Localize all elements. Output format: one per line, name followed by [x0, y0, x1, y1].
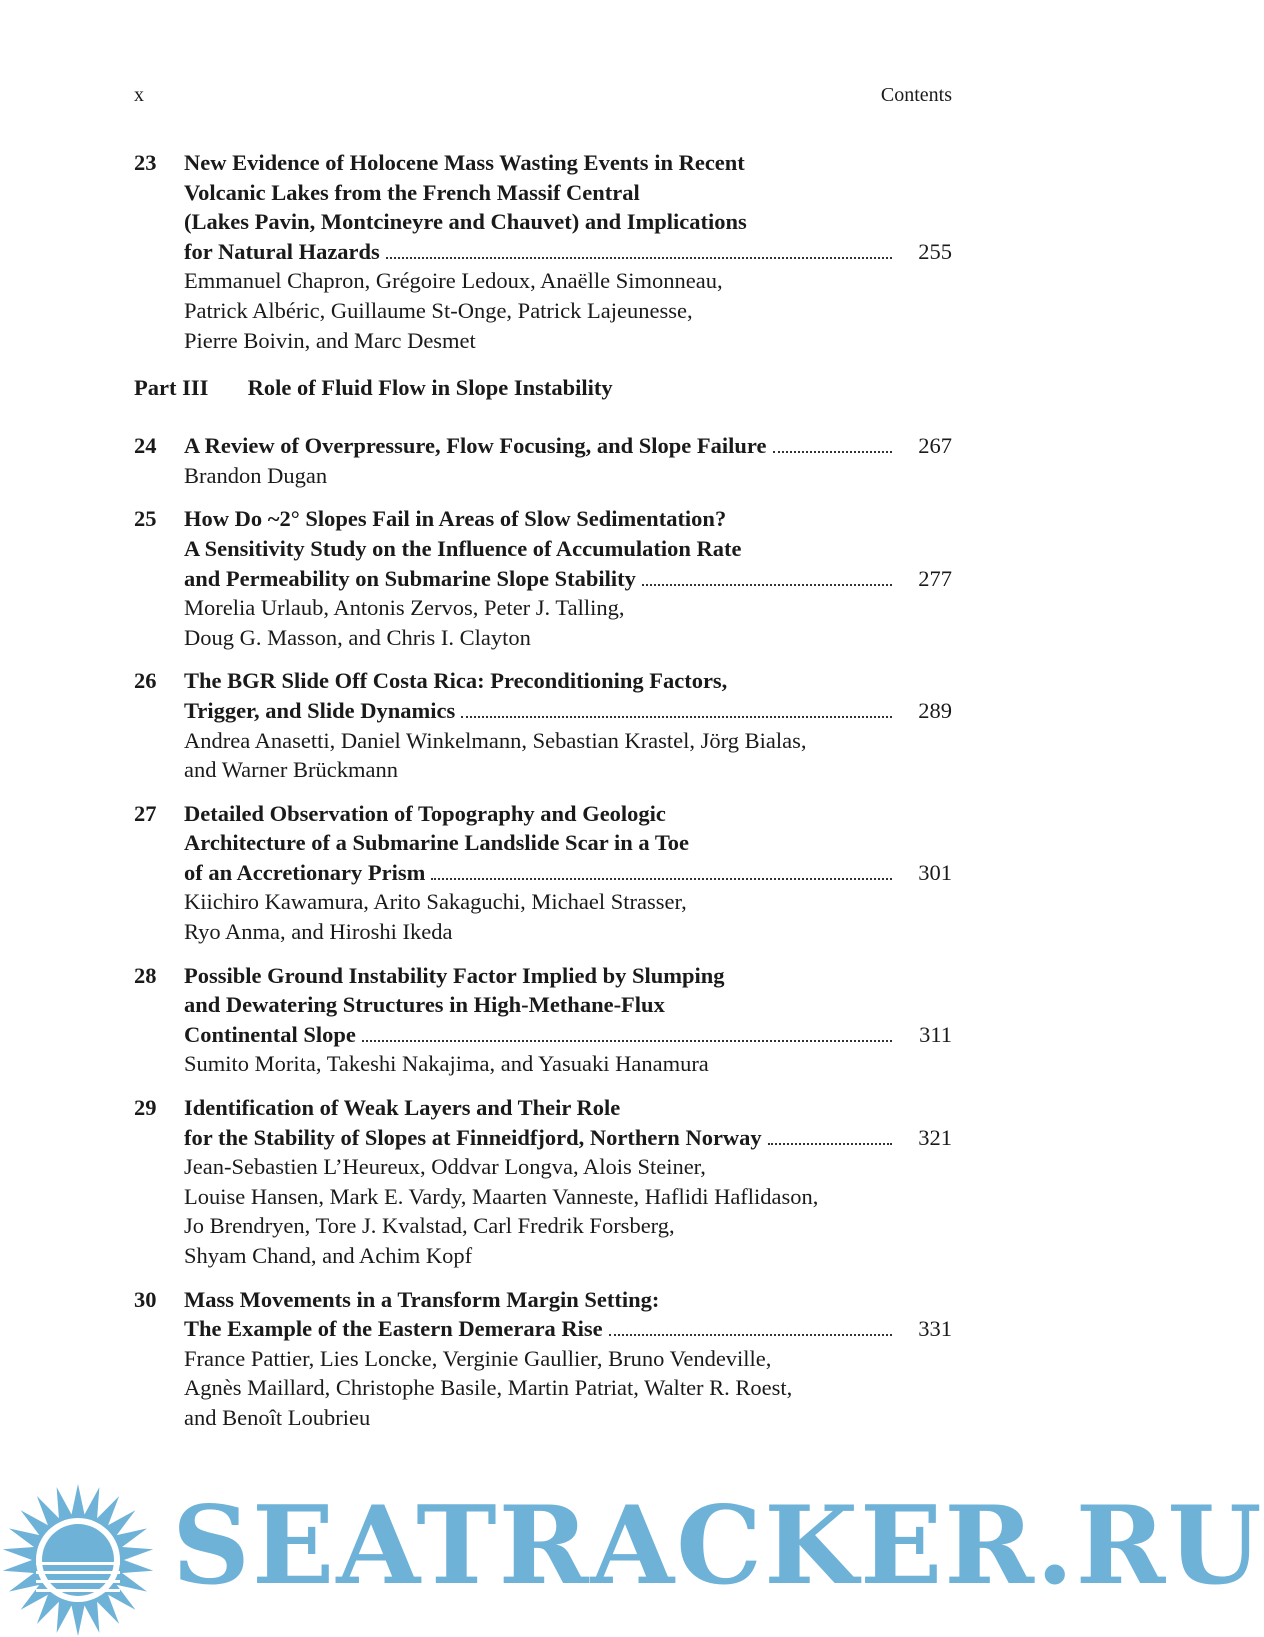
chapter-title-line: and Dewatering Structures in High-Methane-Flux [184, 992, 665, 1018]
chapter-title [184, 799, 952, 888]
chapter-title [184, 1285, 952, 1344]
chapter-title-line: Identification of Weak Layers and Their Role [184, 1095, 621, 1121]
part-heading [134, 373, 952, 403]
chapter-title-line: Trigger, and Slide Dynamics [184, 697, 456, 723]
dot-leader [386, 256, 892, 259]
author-line: Sumito Morita, Takeshi Nakajima, and Yasuaki Hanamura [184, 1051, 709, 1077]
dot-leader [461, 715, 892, 718]
watermark-text: SEATRACKER.RU [172, 1483, 1264, 1609]
part-label: Part III [134, 375, 209, 401]
dot-leader [773, 450, 893, 453]
chapter-title [184, 666, 952, 725]
author-line: Ryo Anma, and Hiroshi Ikeda [184, 919, 453, 945]
dot-leader [768, 1142, 892, 1145]
chapter-title [184, 961, 952, 1050]
page-number: x [134, 84, 144, 106]
chapter-title-last-line [184, 237, 952, 267]
chapter-title-last-line [184, 1123, 952, 1153]
toc-entry[interactable] [134, 148, 952, 355]
chapter-title-line: and Permeability on Submarine Slope Stability [184, 565, 636, 591]
author-line: Morelia Urlaub, Antonis Zervos, Peter J. Talling, [184, 595, 625, 621]
author-line: Patrick Albéric, Guillaume St-Onge, Patrick Lajeunesse, [184, 297, 693, 323]
toc-entry[interactable] [134, 666, 952, 784]
chapter-number: 23 [134, 150, 157, 175]
page-reference[interactable]: 289 [918, 697, 952, 723]
chapter-authors [184, 593, 952, 652]
chapter-title-last-line [184, 696, 952, 726]
page-header [134, 84, 952, 112]
toc-entry[interactable] [134, 504, 952, 652]
chapter-title-line: The Example of the Eastern Demerara Rise [184, 1316, 603, 1342]
chapter-title [184, 1093, 952, 1152]
toc-entry[interactable] [134, 431, 952, 490]
chapter-title-last-line [184, 564, 952, 594]
chapter-title-line: for the Stability of Slopes at Finneidfjord, Northern Norway [184, 1124, 762, 1150]
chapter-title-line: Mass Movements in a Transform Margin Setting: [184, 1286, 660, 1312]
author-line: Pierre Boivin, and Marc Desmet [184, 327, 476, 353]
chapter-number: 26 [134, 668, 157, 694]
chapter-title-line: Possible Ground Instability Factor Implied by Slumping [184, 962, 725, 988]
sun-core [42, 1524, 114, 1596]
chapter-authors [184, 726, 952, 785]
chapter-title-line: (Lakes Pavin, Montcineyre and Chauvet) and Implications [184, 209, 747, 235]
chapter-title-line: Volcanic Lakes from the French Massif Central [184, 179, 640, 205]
chapter-title-line: for Natural Hazards [184, 238, 380, 264]
chapter-title [184, 431, 952, 461]
part-title: Role of Fluid Flow in Slope Instability [247, 375, 613, 401]
toc-entry[interactable] [134, 1093, 952, 1271]
table-of-contents [134, 148, 952, 1447]
chapter-number: 29 [134, 1095, 157, 1121]
toc-group-part-iii [134, 431, 952, 1432]
chapter-title-last-line [184, 1020, 952, 1050]
chapter-title-last-line [184, 858, 952, 888]
chapter-number: 24 [134, 433, 157, 459]
chapter-number: 30 [134, 1286, 157, 1312]
sun-stripe [36, 1562, 120, 1565]
chapter-authors [184, 1344, 952, 1433]
chapter-authors [184, 887, 952, 946]
author-line: and Warner Brückmann [184, 757, 398, 783]
chapter-title-line: New Evidence of Holocene Mass Wasting Events in Recent [184, 150, 745, 175]
toc-entry[interactable] [134, 1285, 952, 1433]
author-line: Jo Brendryen, Tore J. Kvalstad, Carl Fredrik Forsberg, [184, 1213, 675, 1239]
author-line: Agnès Maillard, Christophe Basile, Martin Patriat, Walter R. Roest, [184, 1375, 793, 1401]
toc-group-part-ii [134, 148, 952, 355]
chapter-authors [184, 1049, 952, 1079]
chapter-title-line: Architecture of a Submarine Landslide Scar in a Toe [184, 830, 690, 856]
author-line: Andrea Anasetti, Daniel Winkelmann, Sebastian Krastel, Jörg Bialas, [184, 727, 807, 753]
chapter-title-line: Detailed Observation of Topography and Geologic [184, 800, 666, 826]
chapter-title-last-line [184, 431, 952, 461]
author-line: Emmanuel Chapron, Grégoire Ledoux, Anaëlle Simonneau, [184, 268, 723, 294]
dot-leader [609, 1333, 892, 1336]
chapter-title-last-line [184, 1314, 952, 1344]
author-line: Kiichiro Kawamura, Arito Sakaguchi, Michael Strasser, [184, 889, 687, 915]
chapter-number: 27 [134, 800, 157, 826]
chapter-title-line: Continental Slope [184, 1021, 356, 1047]
chapter-title-line: of an Accretionary Prism [184, 859, 426, 885]
sun-stripe [36, 1589, 120, 1592]
chapter-authors [184, 1152, 952, 1270]
page-reference[interactable]: 267 [918, 433, 952, 459]
author-line: Jean-Sebastien L’Heureux, Oddvar Longva, Alois Steiner, [184, 1154, 706, 1180]
sun-stripe [36, 1580, 120, 1583]
chapter-title-line: How Do ~2° Slopes Fail in Areas of Slow Sedimentation? [184, 506, 727, 532]
chapter-authors [184, 461, 952, 491]
page-reference[interactable]: 301 [918, 859, 952, 885]
chapter-number: 28 [134, 962, 157, 988]
dot-leader [362, 1039, 892, 1042]
chapter-title-line: A Review of Overpressure, Flow Focusing, and Slope Failure [184, 433, 767, 459]
dot-leader [431, 877, 892, 880]
author-line: Brandon Dugan [184, 462, 328, 488]
chapter-title [184, 504, 952, 593]
chapter-authors [184, 266, 952, 355]
page-reference[interactable]: 255 [918, 238, 952, 264]
author-line: Louise Hansen, Mark E. Vardy, Maarten Vanneste, Haflidi Haflidason, [184, 1183, 819, 1209]
page-reference[interactable]: 331 [918, 1316, 952, 1342]
author-line: and Benoît Loubrieu [184, 1404, 371, 1430]
chapter-title-line: A Sensitivity Study on the Influence of Accumulation Rate [184, 535, 742, 561]
page-reference[interactable]: 311 [919, 1021, 952, 1047]
sun-stripe [36, 1571, 120, 1574]
page-reference[interactable]: 321 [918, 1124, 952, 1150]
chapter-number: 25 [134, 506, 157, 532]
chapter-title [184, 148, 952, 266]
page-reference[interactable]: 277 [918, 565, 952, 591]
toc-entry[interactable] [134, 961, 952, 1079]
author-line: Shyam Chand, and Achim Kopf [184, 1243, 473, 1268]
running-head: Contents [880, 84, 952, 106]
toc-entry[interactable] [134, 799, 952, 947]
dot-leader [642, 583, 892, 586]
author-line: France Pattier, Lies Loncke, Verginie Gaullier, Bruno Vendeville, [184, 1345, 772, 1371]
author-line: Doug G. Masson, and Chris I. Clayton [184, 624, 531, 650]
chapter-title-line: The BGR Slide Off Costa Rica: Preconditioning Factors, [184, 668, 728, 694]
